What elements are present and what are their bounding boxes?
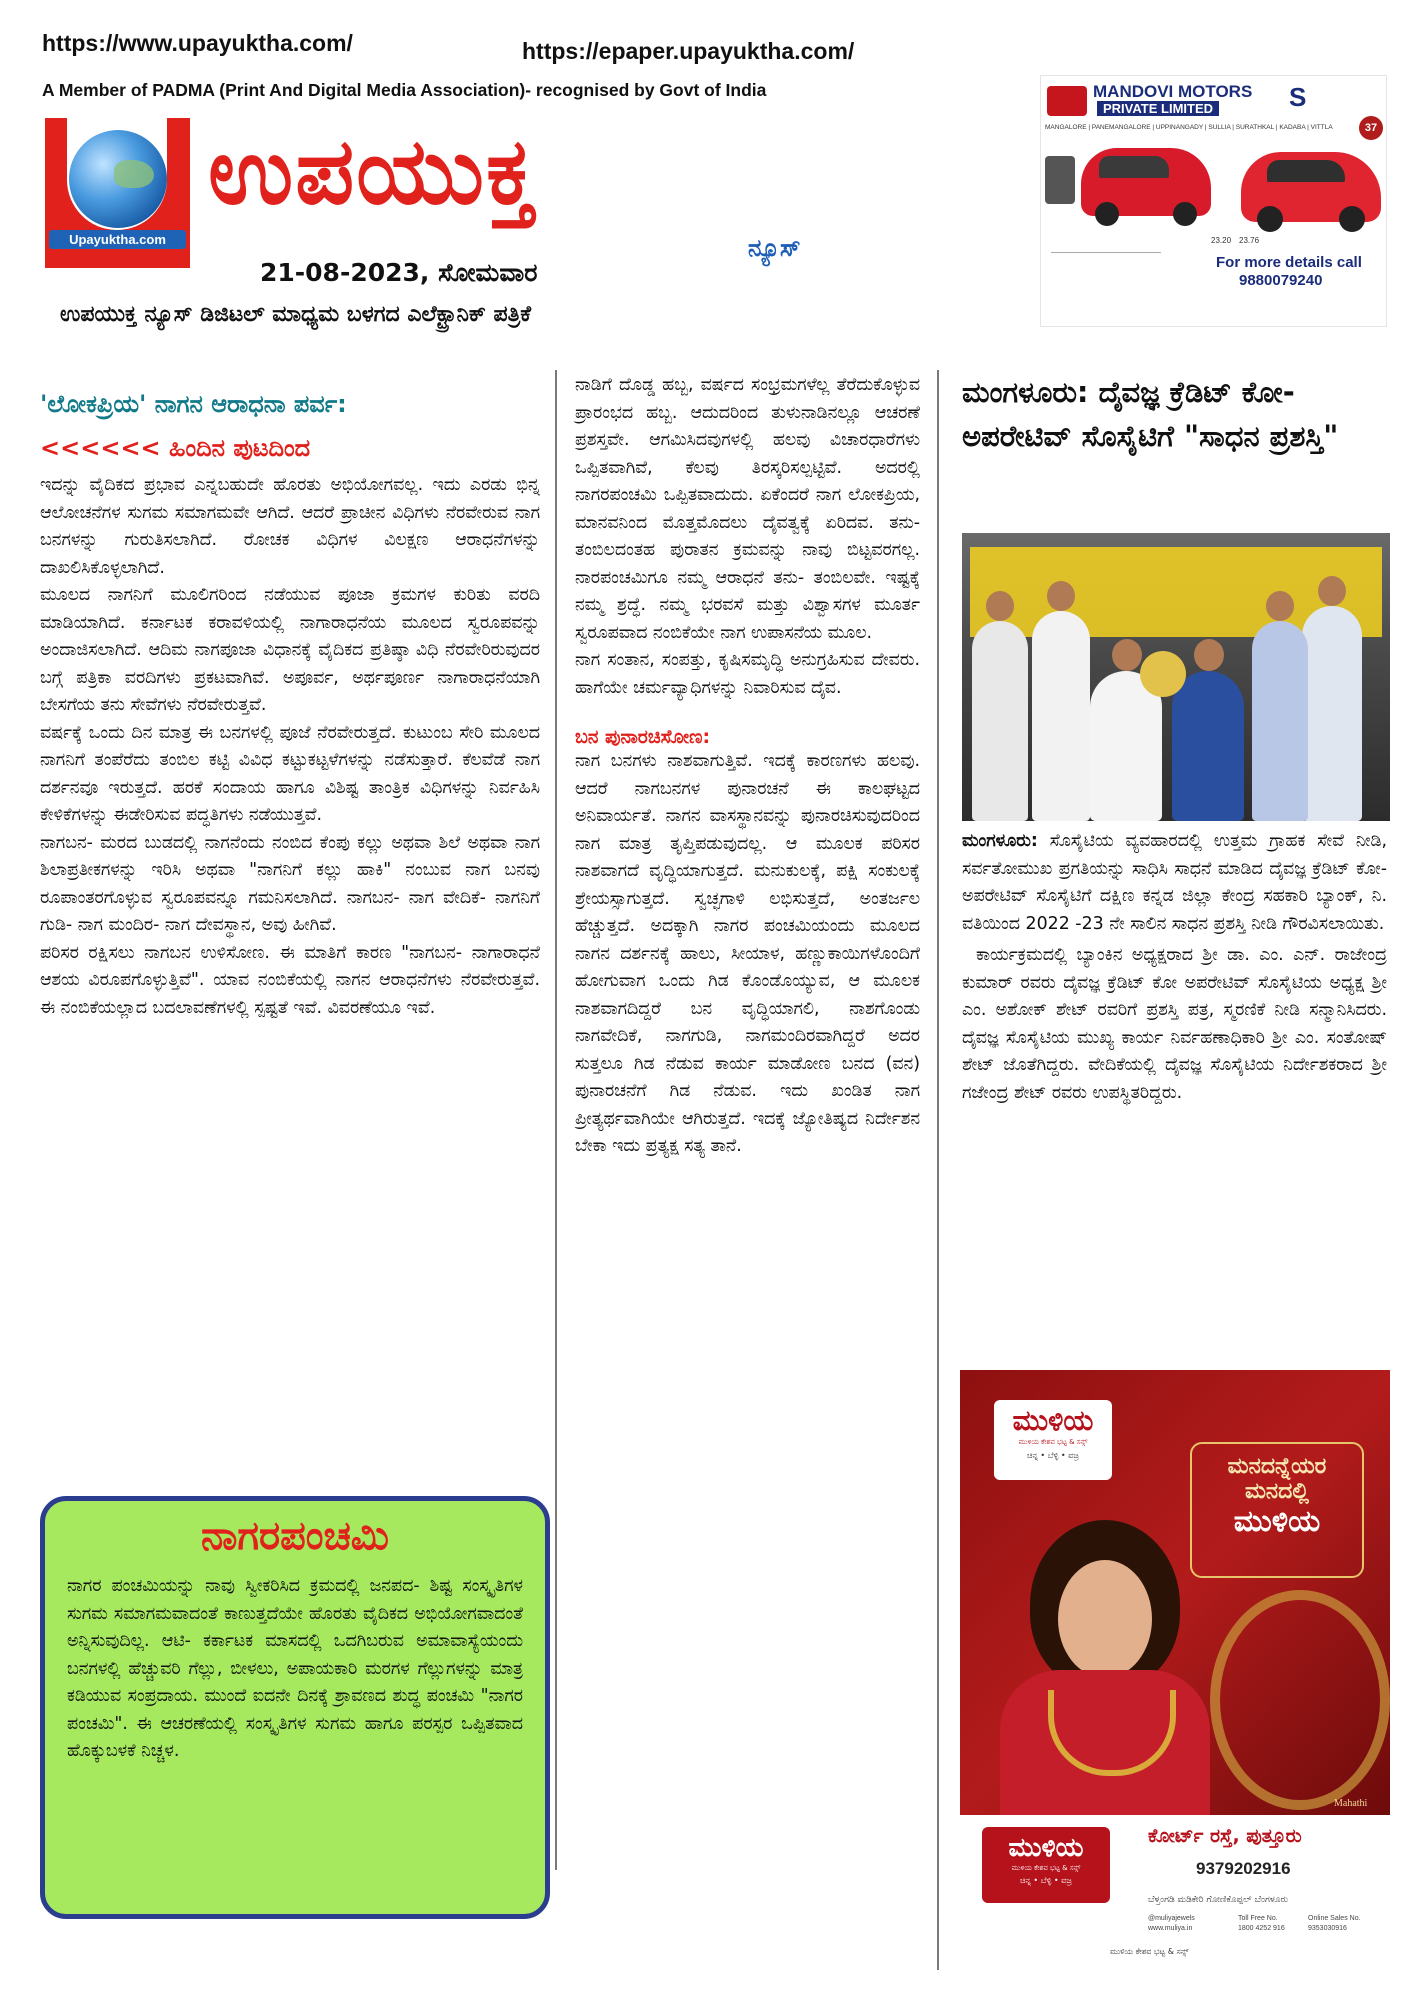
tollfree-label: Toll Free No. [1238,1915,1278,1922]
collection-name: Mahathi [1334,1798,1368,1809]
article-right-title: ಮಂಗಳೂರು: ದೈವಜ್ಞ ಕ್ರೆಡಿಟ್ ಕೋ- ಅಪರೇಟಿವ್ ಸೊಸೈಟಿಗೆ "ಸಾಧನ ಪ್ರಶಸ್ತಿ" [962,375,1339,453]
logo-tag: Upayuktha.com [49,230,186,249]
mileage-right: 23.76 [1239,236,1260,245]
online-label: Online Sales No. [1308,1915,1361,1922]
masthead-subtitle: ಉಪಯುಕ್ತ ನ್ಯೂಸ್ ಡಿಜಿಟಲ್ ಮಾಧ್ಯಮ ಬಳಗದ ಎಲೆಕ್ಟ್ರಾನಿಕ್ ಪತ್ರಿಕೆ [60,302,531,327]
anniversary-badge: 37 [1359,116,1383,140]
muliya-footer-line: ಮುಳಿಯ ಕೇಶವ ಭಟ್ಟ & ಸನ್ಸ್ [1110,1947,1189,1956]
muliya-brand-sub: ಮುಳಿಯ ಕೇಶವ ಭಟ್ಟ & ಸನ್ಸ್ [1018,1438,1088,1446]
online-number[interactable]: 9353030916 [1308,1925,1347,1932]
logo [45,118,190,268]
muliya-logo [994,1400,1112,1480]
muliya-products: ಚಿನ್ನ • ಬೆಳ್ಳಿ • ವಜ್ರ [1026,1451,1080,1460]
article-mid-para: ನಾಡಿಗೆ ದೊಡ್ಡ ಹಬ್ಬ, ವರ್ಷದ ಸಂಭ್ರಮಗಳೆಲ್ಲ ತೆರೆದುಕೊಳ್ಳುವ ಪ್ರಾರಂಭದ ಹಬ್ಬ. ಆದುದರಿಂದ ತುಳುನಾಡಿನಲ್ಲೂ ಆಚರಣೆ ಪ್ರಶಸ್ತವೇ. ಆಗಮಿಸಿದವುಗಳಲ್ಲಿ ಹಲವು ವಿಚಾರಧಾರೆಗಳು ಒಪ್ಪಿತವಾಗಿವೆ, ಕೆಲವು ತಿರಸ್ಕರಿಸಲ್ಪಟ್ಟಿವೆ. ಅದರಲ್ಲಿ ನಾಗರಪಂಚಮಿ ಒಪ್ಪಿತವಾದುದು. ಏಕೆಂದರೆ ನಾಗ ಲೋಕಪ್ರಿಯ, ಮಾನವನಿಂದ ಮೊತ್ತಮೊದಲು ದೈವತ್ವಕ್ಕೆ ಏರಿದವ. ತನು- ತಂಬಿಲದಂತಹ ಪುರಾತನ ಕ್ರಮವನ್ನು ನಾವು ಬಿಟ್ಟವರಗಲ್ಲ. ನಾರಪಂಚಮಿಗೂ ನಮ್ಮ ಆರಾಧನೆ ತನು- ತಂಬಿಲವೇ. ಇಷ್ಟಕ್ಕೆ ನಮ್ಮ ಶ್ರದ್ಧೆ. ನಮ್ಮ ಭರವಸೆ ಮತ್ತು ವಿಶ್ವಾಸಗಳ ಮೂರ್ತ ಸ್ವರೂಪವಾದ ನಂಬಿಕೆಯೇ ನಾಗ ಉಪಾಸನೆಯ ಮೂಲ. [575,375,920,643]
header-url-left[interactable]: https://www.upayuktha.com/ [42,30,353,56]
article-left-para: ಪರಿಸರ ರಕ್ಷಿಸಲು ನಾಗಬನ ಉಳಿಸೋಣ. ಈ ಮಾತಿಗೆ ಕಾರಣ "ನಾಗಬನ- ನಾಗಾರಾಧನೆ ಆಶಯ ವಿರೂಪಗೊಳ್ಳುತ್ತಿವೆ". ಯಾವ ನಂಬಿಕೆಯಲ್ಲಿ ನಾಗನ ಆರಾಧನೆಗಳು ನೆರವೇರುತ್ತವೆ. ಈ ನಂಬಿಕೆಯಲ್ಲಾದ ಬದಲಾವಣೆಗಳಲ್ಲಿ ಸ್ಪಷ್ಟತೆ ಇವೆ. ವಿವರಣೆಯೂ ಇವೆ. [40,942,540,1018]
muliya-tagline-3: ಮುಳಿಯ [1233,1504,1321,1539]
masthead-news: ನ್ಯೂಸ್ [748,234,801,262]
article-left-para: ನಾಗಬನ- ಮರದ ಬುಡದಲ್ಲಿ ನಾಗನೆಂದು ನಂಬಿದ ಕೆಂಪು ಕಲ್ಲು ಅಥವಾ ಶಿಲೆ ಅಥವಾ ನಾಗ ಶಿಲಾಪ್ರತೀಕಗಳನ್ನು ಇರಿಸಿ ಅಥವಾ "ನಾಗನಿಗೆ ಕಲ್ಲು ಹಾಕಿ" ನಂಬುವ ನಾಗ ಬನವು ರೂಪಾಂತರಗೊಳ್ಳುವ ಸ್ವರೂಪವನ್ನೂ ಗಮನಿಸಲಾಗಿದೆ. ನಾಗಬನ- ನಾಗ ವೇದಿಕೆ- ನಾಗನಿಗೆ ಗುಡಿ- ನಾಗ ಮಂದಿರ- ನಾಗ ದೇವಸ್ಥಾನ, ಅವು ಹೀಗಿವೆ. [40,832,540,935]
header-url-right[interactable]: https://epaper.upayuktha.com/ [522,38,855,64]
muliya-footer-logo [982,1827,1110,1903]
car-image-right [1241,152,1381,222]
article-left [40,390,540,1022]
muliya-phone[interactable]: 9379202916 [1196,1859,1291,1878]
article-mid-para: ನಾಗ ಬನಗಳು ನಾಶವಾಗುತ್ತಿವೆ. ಇದಕ್ಕೆ ಕಾರಣಗಳು ಹಲವು. ಆದರೆ ನಾಗಬನಗಳ ಪುನಾರಚನೆ ಈ ಕಾಲಘಟ್ಟದ ಅನಿವಾರ್ಯತೆ. ನಾಗನ ವಾಸಸ್ಥಾನವನ್ನು ಪುನಾರಚಿಸುವುದರಿಂದ ನಾಗ ಮಾತ್ರ ತೃಪ್ತಿಪಡುವುದಲ್ಲ. ಆ ಮೂಲಕ ಪರಿಸರ ನಾಶವಾಗದೆ ವೃದ್ಧಿಯಾಗುತ್ತದೆ. ಮನುಕುಲಕ್ಕೆ, ಪಕ್ಷಿ ಸಂಕುಲಕ್ಕೆ ಶ್ರೇಯಸ್ಸಾಗುತ್ತದೆ. ಸ್ವಚ್ಛಗಾಳಿ ಲಭಿಸುತ್ತದೆ, ಅಂತರ್ಜಲ ಹೆಚ್ಚುತ್ತದೆ. ಅದಕ್ಕಾಗಿ ನಾಗರ ಪಂಚಮಿಯಂದು ಮೂಲದ ನಾಗನ ದರ್ಶನಕ್ಕೆ ಹಾಲು, ಸೀಯಾಳ, ಹಣ್ಣುಕಾಯಿಗಳೊಂದಿಗೆ ಹೋಗುವಾಗ ಒಂದು ಗಿಡ ಕೊಂಡೊಯ್ಯುವ, ಆ ಮೂಲಕ ನಾಶವಾಗದಿದ್ದರೆ ಬನ ವೃದ್ಧಿಯಾಗಲಿ, ನಾಶಗೊಂಡು ನಾಗವೇದಿಕೆ, ನಾಗಗುಡಿ, ನಾಗಮಂದಿರವಾಗಿದ್ದರೆ ಅದರ ಸುತ್ತಲೂ ಗಿಡ ನೆಡುವ ಕಾರ್ಯ ಮಾಡೋಣ ಬನದ (ವನ) ಪುನಾರಚನೆಗೆ ಗಿಡ ನೆಡುವ. ಇದು ಖಂಡಿತ ನಾಗ ಪ್ರೀತ್ಯರ್ಥವಾಗಿಯೇ ಆಗಿರುತ್ತದೆ. ಇದಕ್ಕೆ ಜ್ಯೋತಿಷ್ಯದ ನಿರ್ದೇಶನ ಬೇಕಾ ಇದು ಪ್ರತ್ಯಕ್ಷ ಸತ್ಯ ತಾನೆ. [575,751,920,1156]
muliya-tagline-frame [1190,1442,1364,1578]
globe-icon [69,130,167,228]
muliya-footer-products: ಚಿನ್ನ • ಬೆಳ್ಳಿ • ವಜ್ರ [1019,1876,1073,1885]
muliya-ad-footer[interactable] [960,1815,1390,1975]
mandovi-phone[interactable]: 9880079240 [1239,272,1323,289]
article-left-para: ಇದನ್ನು ವೈದಿಕದ ಪ್ರಭಾವ ಎನ್ನಬಹುದೇ ಹೊರತು ಅಭಿಯೋಗವಲ್ಲ. ಇದು ಎರಡು ಭಿನ್ನ ಆಲೋಚನೆಗಳ ಸುಗಮ ಸಮಾಗಮವೇ ಆಗಿದೆ. ಆದರೆ ಪ್ರಾಚೀನ ವಿಧಿಗಳು ನೆರವೇರುವ ನಾಗ ಬನಗಳನ್ನು ಗುರುತಿಸಲಾಗಿದೆ. ರೋಚಕ ವಿಧಿಗಳ ವಿಲಕ್ಷಣ ಆರಾಧನೆಗಳನ್ನು ದಾಖಲಿಸಿಕೊಳ್ಳಲಾಗಿದೆ. [40,475,540,578]
article-right-body [962,828,1387,1107]
car-image-left [1081,148,1211,216]
article-right-para2: ಕಾರ್ಯಕ್ರಮದಲ್ಲಿ ಬ್ಯಾಂಕಿನ ಅಧ್ಯಕ್ಷರಾದ ಶ್ರೀ ಡಾ. ಎಂ. ಎನ್. ರಾಜೇಂದ್ರ ಕುಮಾರ್ ರವರು ದೈವಜ್ಞ ಕ್ರೆಡಿಟ್ ಕೋ ಅಪರೇಟಿವ್ ಸೊಸೈಟಿಯ ಅಧ್ಯಕ್ಷ ಶ್ರೀ ಎಂ. ಅಶೋಕ್ ಶೇಟ್ ರವರಿಗೆ ಪ್ರಶಸ್ತಿ ಪತ್ರ, ಸ್ಮರಣಿಕೆ ನೀಡಿ ಸನ್ಮಾನಿಸಿದರು. ದೈವಜ್ಞ ಸೊಸೈಟಿಯ ಮುಖ್ಯ ಕಾರ್ಯ ನಿರ್ವಹಣಾಧಿಕಾರಿ ಶ್ರೀ ಎಂ. ಸಂತೋಷ್ ಶೇಟ್ ಜೊತೆಗಿದ್ದರು. ವೇದಿಕೆಯಲ್ಲಿ ದೈವಜ್ಞ ಸೊಸೈಟಿಯ ನಿರ್ದೇಶಕರಾದ ಶ್ರೀ ಗಜೇಂದ್ರ ಶೇಟ್ ರವರು ಉಪಸ್ಥಿತರಿದ್ದರು. [962,945,1387,1103]
box-title: ನಾಗರಪಂಚಮಿ [200,1513,390,1559]
muliya-footer-brand: ಮುಳಿಯ [1008,1833,1084,1863]
qr-codes [1051,252,1161,283]
tollfree-number[interactable]: 1800 4252 916 [1238,1925,1285,1932]
award-trophy-icon [1140,651,1186,697]
masthead-title: ಉಪಯುಕ್ತ [208,118,538,225]
nagarapanchami-box [40,1496,550,1919]
suzuki-logo-icon: S [1289,82,1307,112]
article-mid [575,372,920,1161]
jewellery-decor [1210,1590,1390,1810]
muliya-address: ಕೋರ್ಟ್ ರಸ್ತೆ, ಪುತ್ತೂರು [1148,1825,1302,1847]
muliya-tagline-2: ಮನದಲ್ಲಿ [1245,1479,1309,1504]
muliya-branches: ಬೆಳ್ತಂಗಡಿ ಮಡಿಕೇರಿ ಗೋಣಿಕೊಪ್ಪಲ್ ಬೆಂಗಳೂರು [1148,1895,1289,1905]
mandovi-brand-sub: PRIVATE LIMITED [1097,101,1219,116]
muliya-website[interactable]: www.muliya.in [1148,1925,1193,1932]
member-line: A Member of PADMA (Print And Digital Media Association)- recognised by Govt of India [42,80,767,100]
mandovi-cta: For more details call [1216,254,1362,271]
muliya-brand: ಮುಳಿಯ [1012,1404,1094,1437]
mandovi-ad[interactable] [1040,75,1387,327]
box-text: ನಾಗರ ಪಂಚಮಿಯನ್ನು ನಾವು ಸ್ವೀಕರಿಸಿದ ಕ್ರಮದಲ್ಲಿ ಜನಪದ- ಶಿಷ್ಟ ಸಂಸ್ಕೃತಿಗಳ ಸುಗಮ ಸಮಾಗಮವಾದಂತೆ ಕಾಣುತ್ತದೆಯೇ ಹೊರತು ವೈದಿಕದ ಅಭಿಯೋಗವಾದಂತೆ ಅನ್ನಿಸುವುದಿಲ್ಲ. ಆಟಿ- ಕರ್ಕಾಟಕ ಮಾಸದಲ್ಲಿ ಒದಗಿಬರುವ ಅಮಾವಾಸ್ಯೆಯಂದು ಬನಗಳಲ್ಲಿ ಹೆಚ್ಚುವರಿ ಗೆಲ್ಲು, ಬೀಳಲು, ಅಪಾಯಕಾರಿ ಮರಗಳ ಗೆಲ್ಲುಗಳನ್ನು ಮಾತ್ರ ಕಡಿಯುವ ಸಂಪ್ರದಾಯ. ಮುಂದೆ ಐದನೇ ದಿನಕ್ಕೆ ಶ್ರಾವಣದ ಶುದ್ಧ ಪಂಚಮಿ "ನಾಗರ ಪಂಚಮಿ". ಈ ಆಚರಣೆಯಲ್ಲಿ ಸಂಸ್ಕೃತಿಗಳ ಸುಗಮ ಹಾಗೂ ಪರಸ್ಪರ ಒಪ್ಪಿತವಾದ ಹೊಕ್ಕುಬಳಕೆ ನಿಚ್ಚಳ. [67,1576,523,1761]
model-face [1058,1560,1152,1678]
article-left-para: ವರ್ಷಕ್ಕೆ ಒಂದು ದಿನ ಮಾತ್ರ ಈ ಬನಗಳಲ್ಲಿ ಪೂಜೆ ನೆರವೇರುತ್ತದೆ. ಕುಟುಂಬ ಸೇರಿ ಮೂಲದ ನಾಗನಿಗೆ ತಂಪೆರೆದು ತಂಬಿಲ ಕಟ್ಟಿ ವಿವಿಧ ಕಟ್ಟುಕಟ್ಟಳೆಗಳನ್ನು ನಡೆಸುತ್ತಾರೆ. ಕೆಲವೆಡೆ ನಾಗ ದರ್ಶನವೂ ಇರುತ್ತದೆ. ಹರಕೆ ಸಂದಾಯ ಹಾಗೂ ವಿಶಿಷ್ಟ ತಾಂತ್ರಿಕ ವಿಧಿಗಳನ್ನು ನಿರ್ವಹಿಸಿ ಕೇಳಿಕೆಗಳನ್ನು ಈಡೇರಿಸುವ ಪದ್ಧತಿಗಳು ನಡೆಯುತ್ತವೆ. [40,722,540,825]
continued-from[interactable]: <<<<<< ಹಿಂದಿನ ಪುಟದಿಂದ [40,434,311,462]
award-photo [962,533,1390,821]
article-left-para: ಮೂಲದ ನಾಗನಿಗೆ ಮೂಲಿಗರಿಂದ ನಡೆಯುವ ಪೂಜಾ ಕ್ರಮಗಳ ಕುರಿತು ವರದಿ ಮಾಡಿಯಾಗಿದೆ. ಕರ್ನಾಟಕ ಕರಾವಳಿಯಲ್ಲಿ ನಾಗಾರಾಧನೆಯ ಮೂಲದ ಸ್ವರೂಪವನ್ನು ಅಂದಾಜಿಸಲಾಗಿದೆ. ಆದಿಮ ನಾಗಪೂಜಾ ವಿಧಾನಕ್ಕೆ ವೈದಿಕದ ಪ್ರತಿಷ್ಠಾ ವಿಧಿ ನೆರವೇರಿರುವುದರ ಬಗ್ಗೆ ಪತ್ರಿಕಾ ವರದಿಗಳು ಪ್ರಕಟವಾಗಿವೆ. ಅಪೂರ್ವ, ಅರ್ಥಪೂರ್ಣ ನಾಗಾರಾಧನೆಯಾಗಿ ಬೇಸಗೆಯ ತನು ಸೇವೆಗಳು ನೆರವೇರುತ್ತವೆ. [40,585,540,715]
muliya-social[interactable]: @muliyajewels [1148,1915,1195,1922]
column-divider-1 [555,370,557,1870]
article-left-title: 'ಲೋಕಪ್ರಿಯ' ನಾಗನ ಆರಾಧನಾ ಪರ್ವ: [40,390,347,418]
mandovi-locations: MANGALORE | PANEMANGALORE | UPPINANGADY | SULLIA | SURATHKAL | KADABA | VITTLA [1045,124,1333,131]
interior-thumb [1045,156,1075,204]
mileage-left: 23.20 [1211,236,1232,245]
article-right-para1: ಸೊಸೈಟಿಯ ವ್ಯವಹಾರದಲ್ಲಿ ಉತ್ತಮ ಗ್ರಾಹಕ ಸೇವೆ ನೀಡಿ, ಸರ್ವತೋಮುಖ ಪ್ರಗತಿಯನ್ನು ಸಾಧಿಸಿ ಸಾಧನೆ ಮಾಡಿದ ದೈವಜ್ಞ ಕ್ರೆಡಿಟ್ ಕೋ- ಅಪರೇಟಿವ್ ಸೊಸೈಟಿಗೆ ದಕ್ಷಿಣ ಕನ್ನಡ ಜಿಲ್ಲಾ ಕೇಂದ್ರ ಸಹಕಾರಿ ಬ್ಯಾಂಕ್, ನಿ. ವತಿಯಿಂದ 2022 -23 ನೇ ಸಾಲಿನ ಸಾಧನ ಪ್ರಶಸ್ತಿ ನೀಡಿ ಗೌರವಿಸಲಾಯಿತು. [962,831,1387,934]
mandovi-logo-icon [1047,86,1087,116]
mandovi-brand: MANDOVI MOTORS [1093,82,1253,101]
article-mid-subhead: ಬನ ಪುನಾರಚಿಸೋಣ: [575,726,711,748]
muliya-ad[interactable] [960,1370,1390,1815]
muliya-footer-sub: ಮುಳಿಯ ಕೇಶವ ಭಟ್ಟ & ಸನ್ಸ್ [1011,1864,1081,1872]
column-divider-2 [937,370,939,1970]
article-right-dateline: ಮಂಗಳೂರು: [962,831,1038,851]
article-mid-para: ನಾಗ ಸಂತಾನ, ಸಂಪತ್ತು, ಕೃಷಿಸಮೃದ್ಧಿ ಅನುಗ್ರಹಿಸುವ ದೇವರು. ಹಾಗೆಯೇ ಚರ್ಮವ್ಯಾಧಿಗಳನ್ನು ನಿವಾರಿಸುವ ದೈವ. [575,650,920,698]
muliya-tagline-1: ಮನದನ್ನೆಯರ [1227,1454,1327,1479]
issue-date: 21-08-2023, ಸೋಮವಾರ [260,258,538,287]
